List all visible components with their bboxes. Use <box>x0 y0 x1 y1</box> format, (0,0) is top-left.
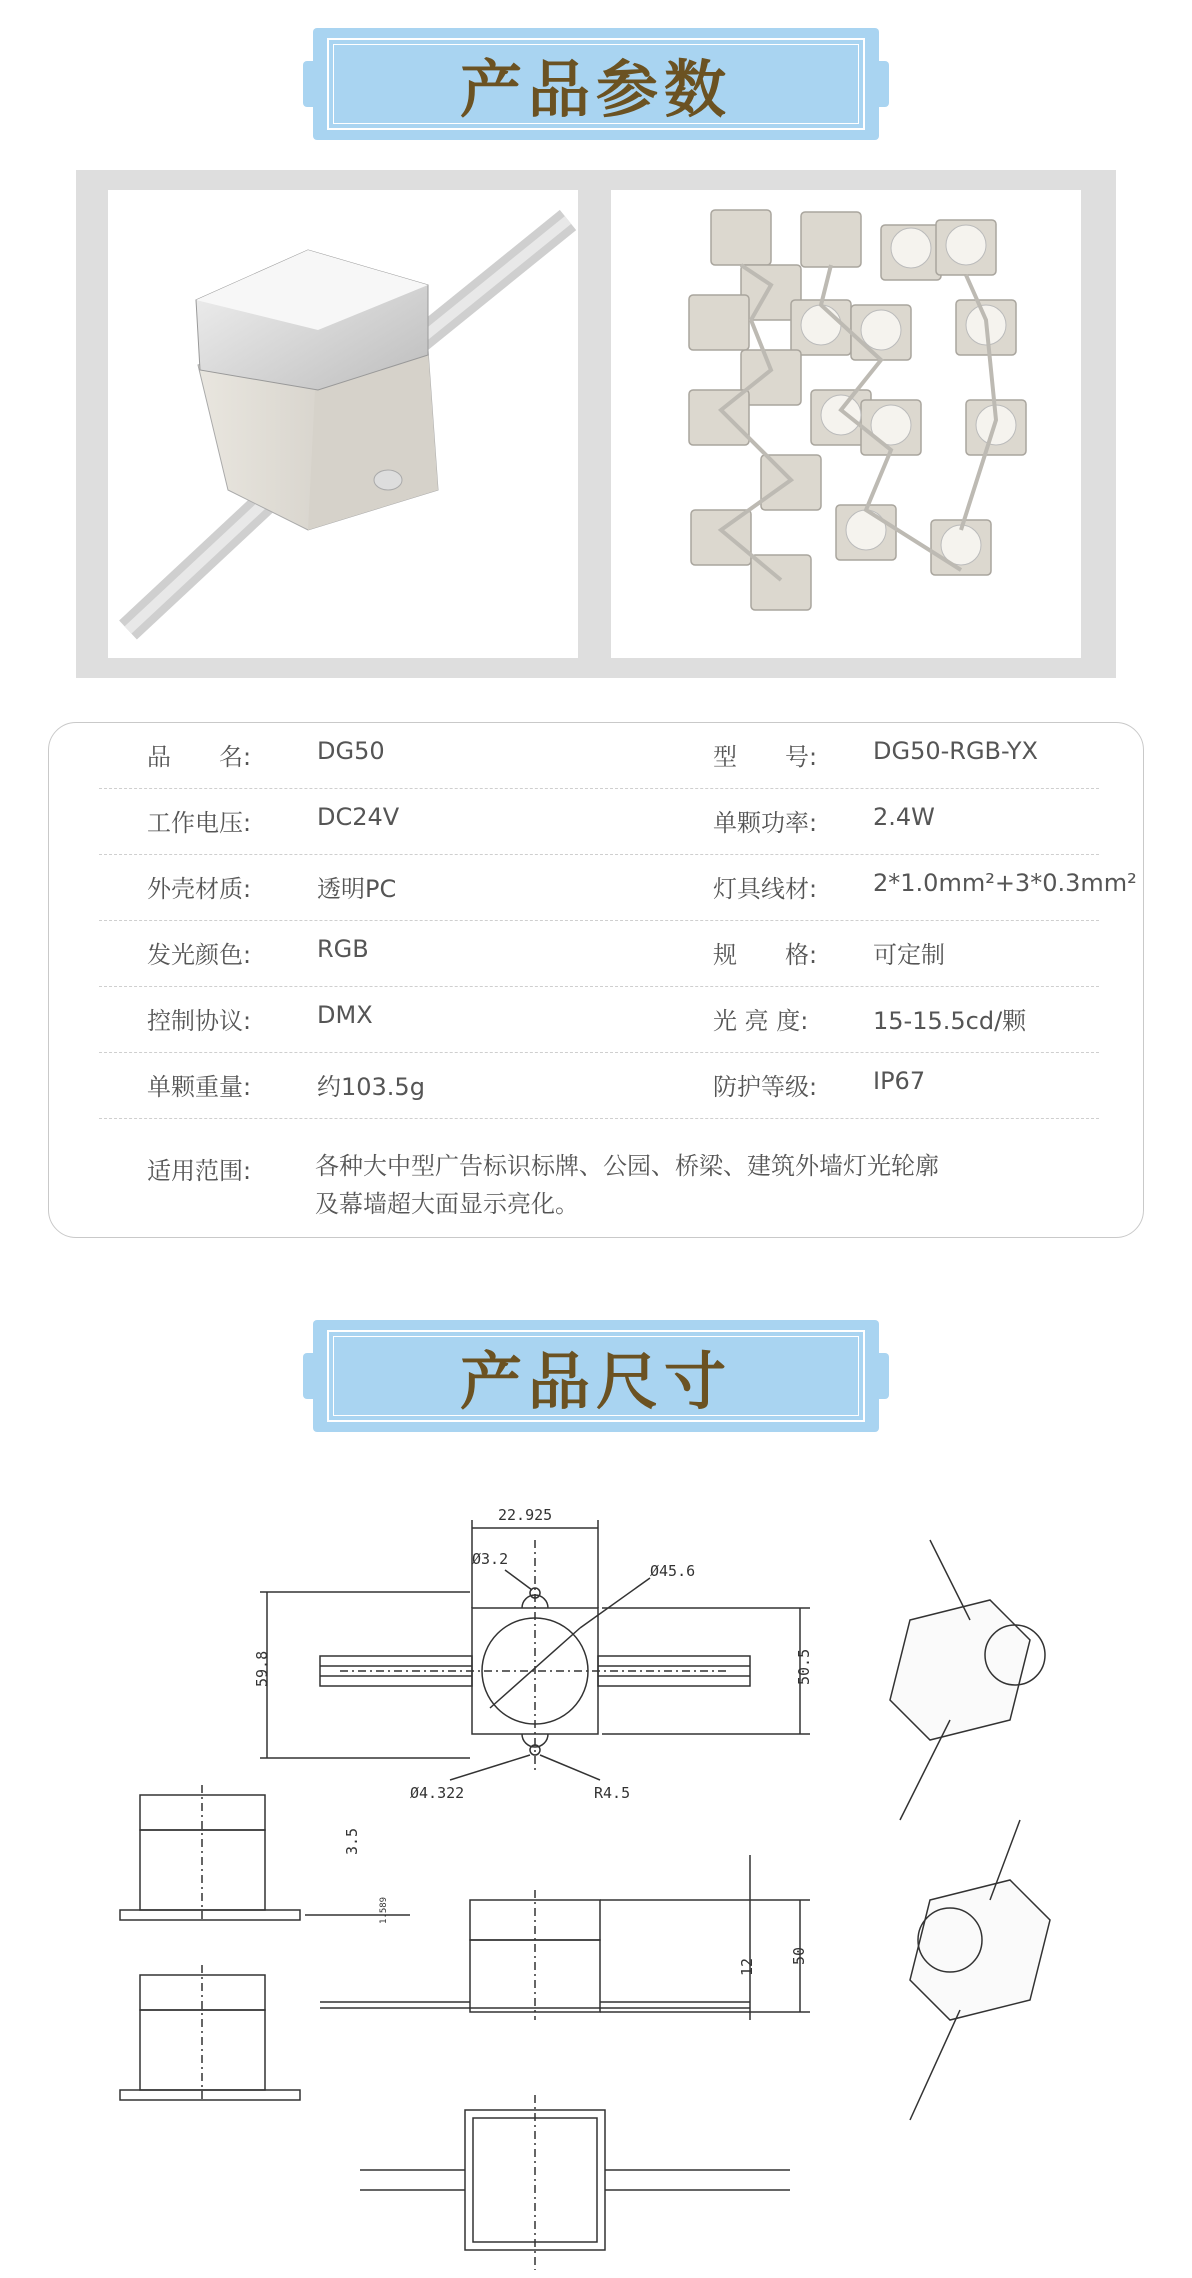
usage-label: 适用范围: <box>147 1157 252 1185</box>
spec-label: 单颗功率: <box>713 809 818 837</box>
spec-value: DC24V <box>317 803 400 831</box>
spec-value: DMX <box>317 1001 373 1029</box>
spec-value: 透明PC <box>317 875 397 903</box>
product-photo-string <box>611 190 1081 658</box>
spec-label: 规 格: <box>713 941 818 969</box>
dim-label: 59.8 <box>253 1650 271 1687</box>
section-banner-params <box>313 28 879 140</box>
spec-row <box>99 723 1099 789</box>
dim-label: Ø4.322 <box>410 1784 465 1802</box>
spec-value: 2*1.0mm²+3*0.3mm² <box>873 869 1137 897</box>
spec-value: 可定制 <box>873 941 945 969</box>
usage-line: 各种大中型广告标识标牌、公园、桥梁、建筑外墙灯光轮廓 <box>315 1152 939 1180</box>
spec-row <box>99 1053 1099 1119</box>
spec-label: 单颗重量: <box>147 1073 252 1101</box>
spec-value: IP67 <box>873 1067 926 1095</box>
spec-label: 外壳材质: <box>147 875 252 903</box>
dim-label: 3.5 <box>343 1827 361 1855</box>
spec-label: 控制协议: <box>147 1007 252 1035</box>
usage-value <box>315 1147 1075 1223</box>
dim-label: 1.589 <box>379 1896 389 1924</box>
section-title: 产品参数 <box>459 52 732 126</box>
section-banner-size <box>313 1320 879 1432</box>
product-photos <box>76 170 1116 678</box>
spec-label: 发光颜色: <box>147 941 252 969</box>
spec-row <box>99 921 1099 987</box>
usage-line: 及幕墙超大面显示亮化。 <box>315 1190 579 1218</box>
spec-row <box>99 855 1137 921</box>
dim-label: 22.925 <box>498 1506 553 1524</box>
spec-value: DG50-RGB-YX <box>873 737 1038 765</box>
spec-value: 15-15.5cd/颗 <box>873 1007 1027 1035</box>
spec-row <box>99 789 1099 855</box>
spec-label: 光 亮 度: <box>713 1007 809 1035</box>
spec-row <box>99 987 1099 1053</box>
spec-table <box>48 722 1144 1238</box>
product-photo-single <box>108 190 578 658</box>
dim-label: R4.5 <box>594 1784 631 1802</box>
dimension-drawing <box>110 1480 1110 2278</box>
section-title: 产品尺寸 <box>459 1344 732 1418</box>
spec-label: 防护等级: <box>713 1073 818 1101</box>
dim-label: Ø3.2 <box>472 1550 509 1568</box>
dim-label: 12 <box>738 1957 756 1976</box>
spec-label: 工作电压: <box>147 809 252 837</box>
dim-label: 50.5 <box>795 1648 813 1685</box>
spec-value: 约103.5g <box>317 1073 425 1101</box>
spec-value: DG50 <box>317 737 385 765</box>
spec-value: RGB <box>317 935 369 963</box>
dim-label: 50 <box>790 1946 808 1965</box>
spec-label: 灯具线材: <box>713 875 818 903</box>
spec-label: 品 名: <box>147 743 252 771</box>
dim-label: Ø45.6 <box>650 1562 696 1580</box>
spec-value: 2.4W <box>873 803 935 831</box>
spec-label: 型 号: <box>713 743 818 771</box>
